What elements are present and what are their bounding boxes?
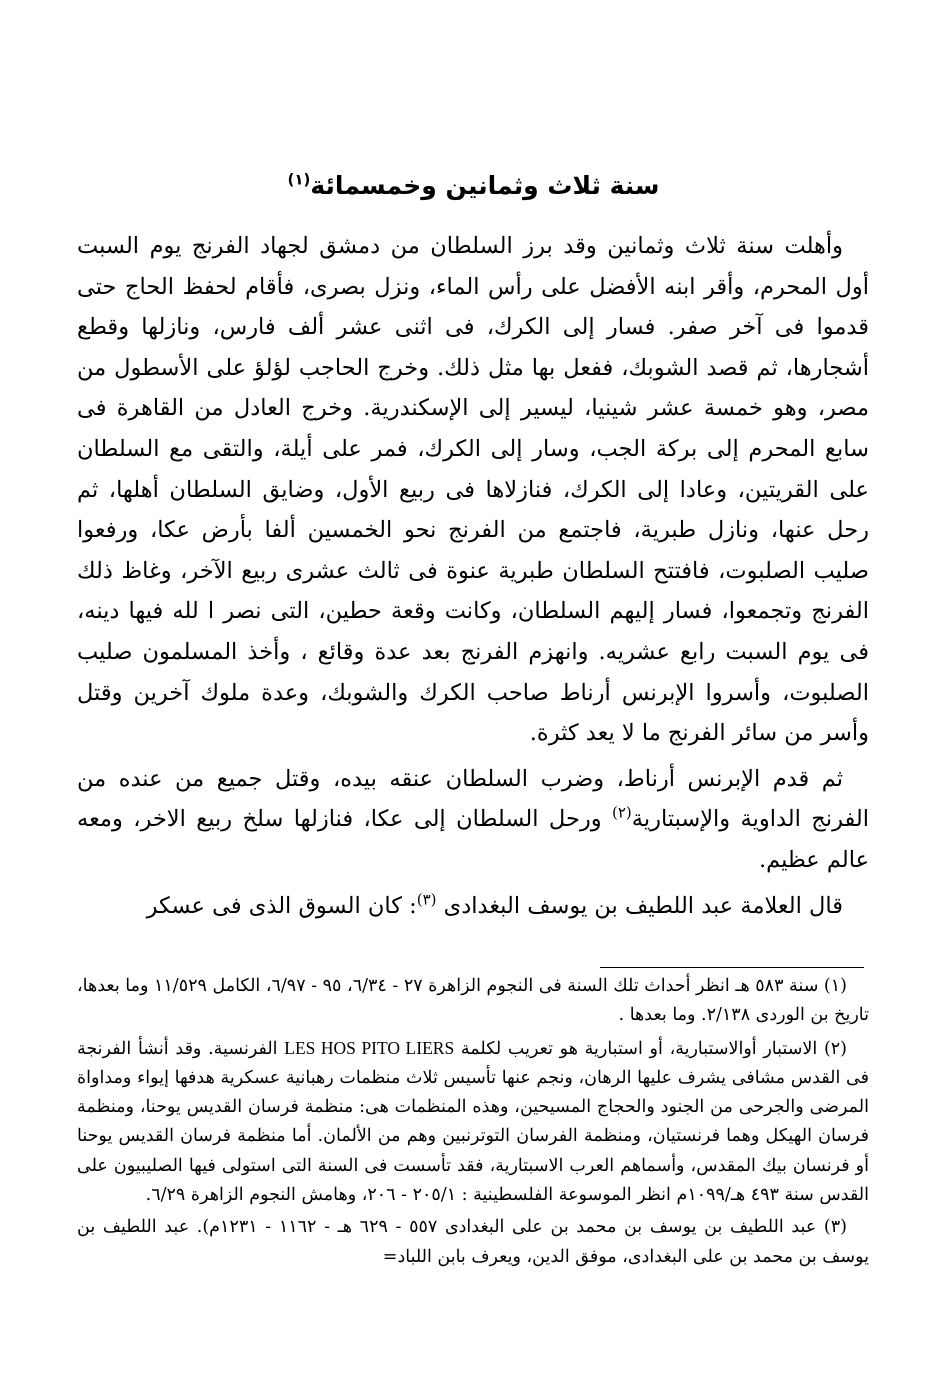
footnote-2-latin-term: LES HOS PITO LIERS [284,1037,455,1058]
chapter-title-text: سنة ثلاث وثمانين وخمسمائة [310,171,660,200]
paragraph-3-end: : كان السوق الذى فى عسكر [146,892,417,919]
main-text [77,226,869,926]
footnotes [77,972,869,1272]
footnote-marker-2: (٢) [611,803,632,822]
chapter-title [0,166,947,206]
paragraph-2 [77,759,869,881]
footnote-separator [600,967,864,968]
paragraph-2-end: ورحل السلطان إلى عكا، فنازلها سلخ ربيع الاخر، ومعه عالم عظيم. [77,806,869,873]
paragraph-2-start: ثم قدم الإبرنس أرناط، وضرب السلطان عنقه بيده، وقتل جميع من عنده من الفرنج الداوية والإسبتارية [77,765,869,833]
footnote-1: (١) سنة ٥٨٣ هـ انظر أحداث تلك السنة فى النجوم الزاهرة ٢٧ - ٦/٣٤، ٩٥ - ٦/٩٧، الكامل ١١/٥٢٩ وما بعدها، تاريخ بن الوردى ٢/١٣٨. وما بعدها . [77,976,869,1026]
footnote-2-start: (٢) الاستبار أوالاستبارية، أو استبارية هو تعريب لكلمة [454,1038,847,1059]
title-footnote-marker: (١) [287,170,311,189]
footnote-2 [77,1034,869,1211]
paragraph-1: وأهلت سنة ثلاث وثمانين وقد برز السلطان من دمشق لجهاد الفرنج يوم السبت أول المحرم، وأقر ابنه الأفضل على رأس الماء، ونزل بصرى، فأقام لحفظ الحاج حتى قدموا فى آخر صفر. فسار إلى الكرك، فى اثنى عشر ألف فارس، ونازلها وقطع أشجارها، ثم قصد الشوبك، ففعل بها مثل ذلك. وخرج الحاجب لؤلؤ على الأسطول من مصر، وهو خمسة عشر شينيا، ليسير إلى الإسكندرية. وخرج العادل من القاهرة فى سابع المحرم إلى بركة الجب، وسار إلى الكرك، فمر على أيلة، والتقى مع السلطان على القريتين، وعادا إلى الكرك، فنازلاها فى ربيع الأول، وضايق السلطان أهلها، ثم رحل عنها، ونازل طبرية، فاجتمع من الفرنج نحو الخمسين ألفا بأرض عكا، ورفعوا صليب الصلبوت، فافتتح السلطان طبرية عنوة فى ثالث عشرى ربيع الآخر، وغاظ ذلك الفرنج وتجمعوا، فسار إليهم السلطان، وكانت وقعة حطين، التى نصر ا لله فيها دينه، فى يوم السبت رابع عشريه. وانهزم الفرنج بعد عدة وقائع ، وأخذ المسلمون صليب الصلبوت، وأسروا الإبرنس أرناط صاحب الكرك والشوبك، وعدة ملوك آخرين وقتل وأسر من سائر الفرنج ما لا يعد كثرة. [77,233,869,747]
footnote-marker-3: (٣) [416,890,437,908]
footnote-2-end: الفرنسية. وقد أنشأ الفرنجة فى القدس مشافى يشرف عليها الرهان، ونجم عنها تأسيس ثلاث منظمات رهبانية عسكرية هدفها إيواء ومداواة المرضى والجرحى من الجنود والحجاج المسيحين، وهذه المنظمات هى: منظمة فرسان القديس يوحنا، ومنظمة فرسان الهيكل وهما فرنستيان، ومنظمة الفرسان التوترنبين وهم من الألمان. أما منظمة فرسان القديس يوحنا أو فرنسان بيك المقدس، وأسماهم العرب الاسبتارية، فقد تأسست فى السنة التى استولى فيها الصليبيون على القدس سنة ٤٩٣ هـ/١٠٩٩م انظر الموسوعة الفلسطينية : ٢٠٥/١ - ٢٠٦، وهامش النجوم الزاهرة ٦/٢٩. [77,1038,869,1206]
footnote-3: (٣) عبد اللطيف بن يوسف بن محمد بن على البغدادى ٥٥٧ - ٦٢٩ هـ - ١١٦٢ - ١٢٣١م). عبد اللطيف بن يوسف بن محمد بن على البغدادى، موفق الدين، ويعرف بابن اللباد= [77,1217,869,1267]
paragraph-3-start: قال العلامة عبد اللطيف بن يوسف البغدادى [436,892,843,919]
paragraph-3 [77,886,869,927]
